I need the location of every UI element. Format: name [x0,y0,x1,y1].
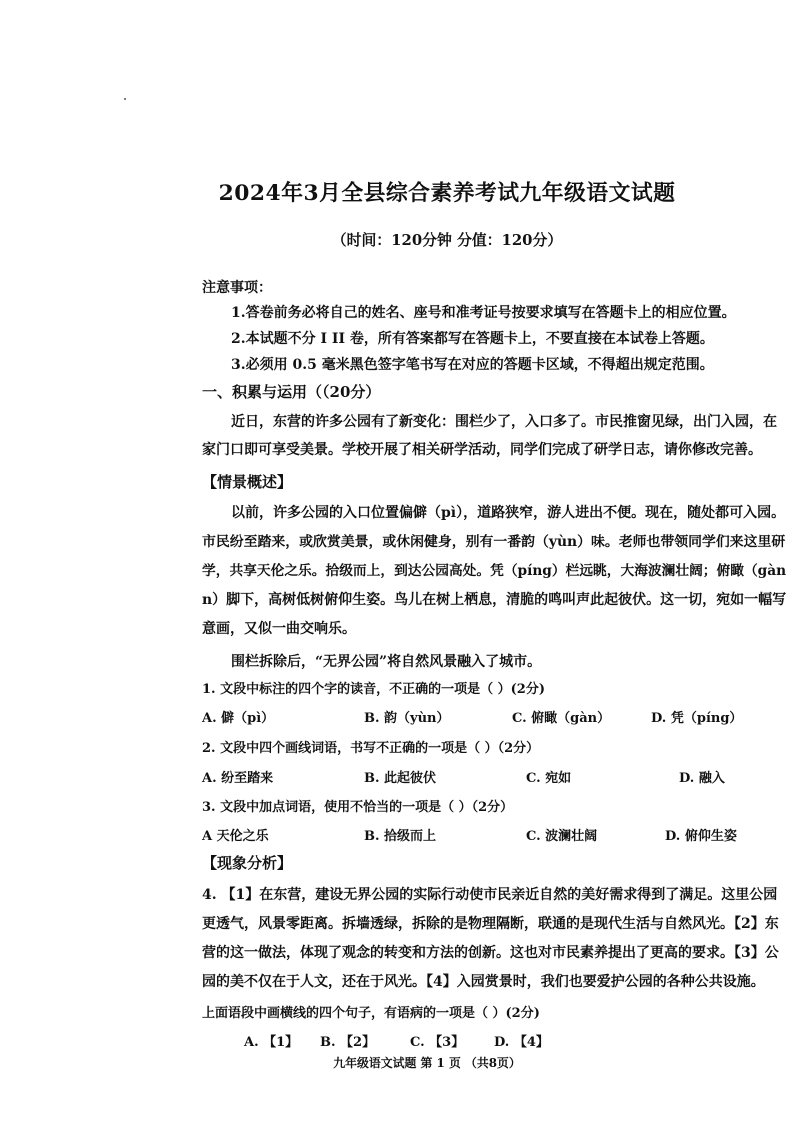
q4-option-d: D. 【4】 [494,1035,549,1050]
q1-option-d: D. 凭（píng） [651,711,743,726]
exam-title: 2024年3月全县综合素养考试九年级语文试题 [218,181,676,206]
q4-option-c: C. 【3】 [410,1035,465,1050]
exam-subtitle: （时间：120分钟 分值：120分） [331,231,563,249]
section1-heading: 一、积累与运用（（20分） [202,383,381,401]
q3-option-b: B. 拾级而上 [364,829,437,844]
scene-line-4: n）脚下，高树低树俯仰生姿。鸟儿在树上栖息，清脆的鸣叫声此起彼伏。这一切，宛如一幅写 [202,592,787,608]
q2-option-a: A. 纷至踏来 [202,771,274,786]
analysis-line-1: 4. 【1】在东营，建设无界公园的实际行动使市民亲近自然的美好需求得到了满足。这里公园 [202,887,778,903]
q1-option-a: A. 僻（pì） [202,711,275,726]
q1-option-b: B. 韵（yùn） [364,711,450,726]
q4-option-a: A. 【1】 [244,1035,299,1050]
analysis-line-2: 更透气，风景零距离。拆墙透绿，拆除的是物理隔断，联通的是现代生活与自然风光。【2】东 [202,916,779,932]
notice-heading: 注意事项： [202,280,272,296]
q2-option-c: C. 宛如 [526,771,572,786]
analysis-heading: 【现象分析】 [202,854,293,872]
section1-intro-line1: 近日，东营的许多公园有了新变化：围栏少了，入口多了。市民推窗见绿，出门入园，在 [231,414,777,430]
q4-stem: 上面语段中画横线的四个句子，有语病的一项是（ ）(2分) [202,1006,540,1021]
scene-heading: 【情景概述】 [202,473,293,491]
analysis-line-4: 园的美不仅在于人文，还在于风光。【4】入园赏景时，我们也要爱护公园的各种公共设施。 [202,974,765,990]
scene-closing: 围栏拆除后，“无界公园”将自然风景融入了城市。 [231,654,542,670]
scan-speck [124,98,126,100]
section1-intro-line2: 家门口即可享受美景。学校开展了相关研学活动，同学们完成了研学日志，请你修改完善。 [202,442,762,458]
q2-option-d: D. 融入 [679,771,725,786]
notice-item-3: 3.必须用 0.5 毫米黑色签字笔书写在对应的答题卡区域，不得超出规定范围。 [231,357,714,373]
page-footer: 九年级语文试题 第 1 页 （共8页） [333,1056,521,1070]
scene-line-2: 市民纷至踏来，或欣赏美景，或休闲健身，别有一番韵（yùn）味。老师也带领同学们来这里研 [202,534,786,550]
q3-stem: 3. 文段中加点词语，使用不恰当的一项是（ ）（2分） [202,800,514,815]
q3-option-c: C. 波澜壮阔 [526,829,598,844]
q2-option-b: B. 此起彼伏 [364,771,437,786]
notice-item-2: 2.本试题不分 I II 卷，所有答案都写在答题卡上，不要直接在本试卷上答题。 [231,331,714,347]
notice-item-1: 1.答卷前务必将自己的姓名、座号和准考证号按要求填写在答题卡上的相应位置。 [231,305,736,321]
q4-option-b: B. 【2】 [320,1035,376,1050]
q3-option-a: A 天伦之乐 [202,829,269,844]
q2-stem: 2. 文段中四个画线词语，书写不正确的一项是（ ）（2分） [202,741,540,756]
scene-line-5: 意画，又似一曲交响乐。 [202,621,356,637]
analysis-line-3: 营的这一做法，体现了观念的转变和方法的创新。这也对市民素养提出了更高的要求。【3】公 [202,945,779,961]
q3-option-d: D. 俯仰生姿 [665,829,737,844]
scene-line-3: 学，共享天伦之乐。拾级而上，到达公园高处。凭（píng）栏远眺，大海波澜壮阔；俯瞰（gàn [202,563,787,579]
q1-stem: 1. 文段中标注的四个字的读音，不正确的一项是（ ）(2分) [202,682,545,697]
scene-line-1: 以前，许多公园的入口位置偏僻（pì），道路狭窄，游人进出不便。现在，随处都可入园。 [231,505,786,521]
q1-option-c: C. 俯瞰（gàn） [512,711,611,726]
